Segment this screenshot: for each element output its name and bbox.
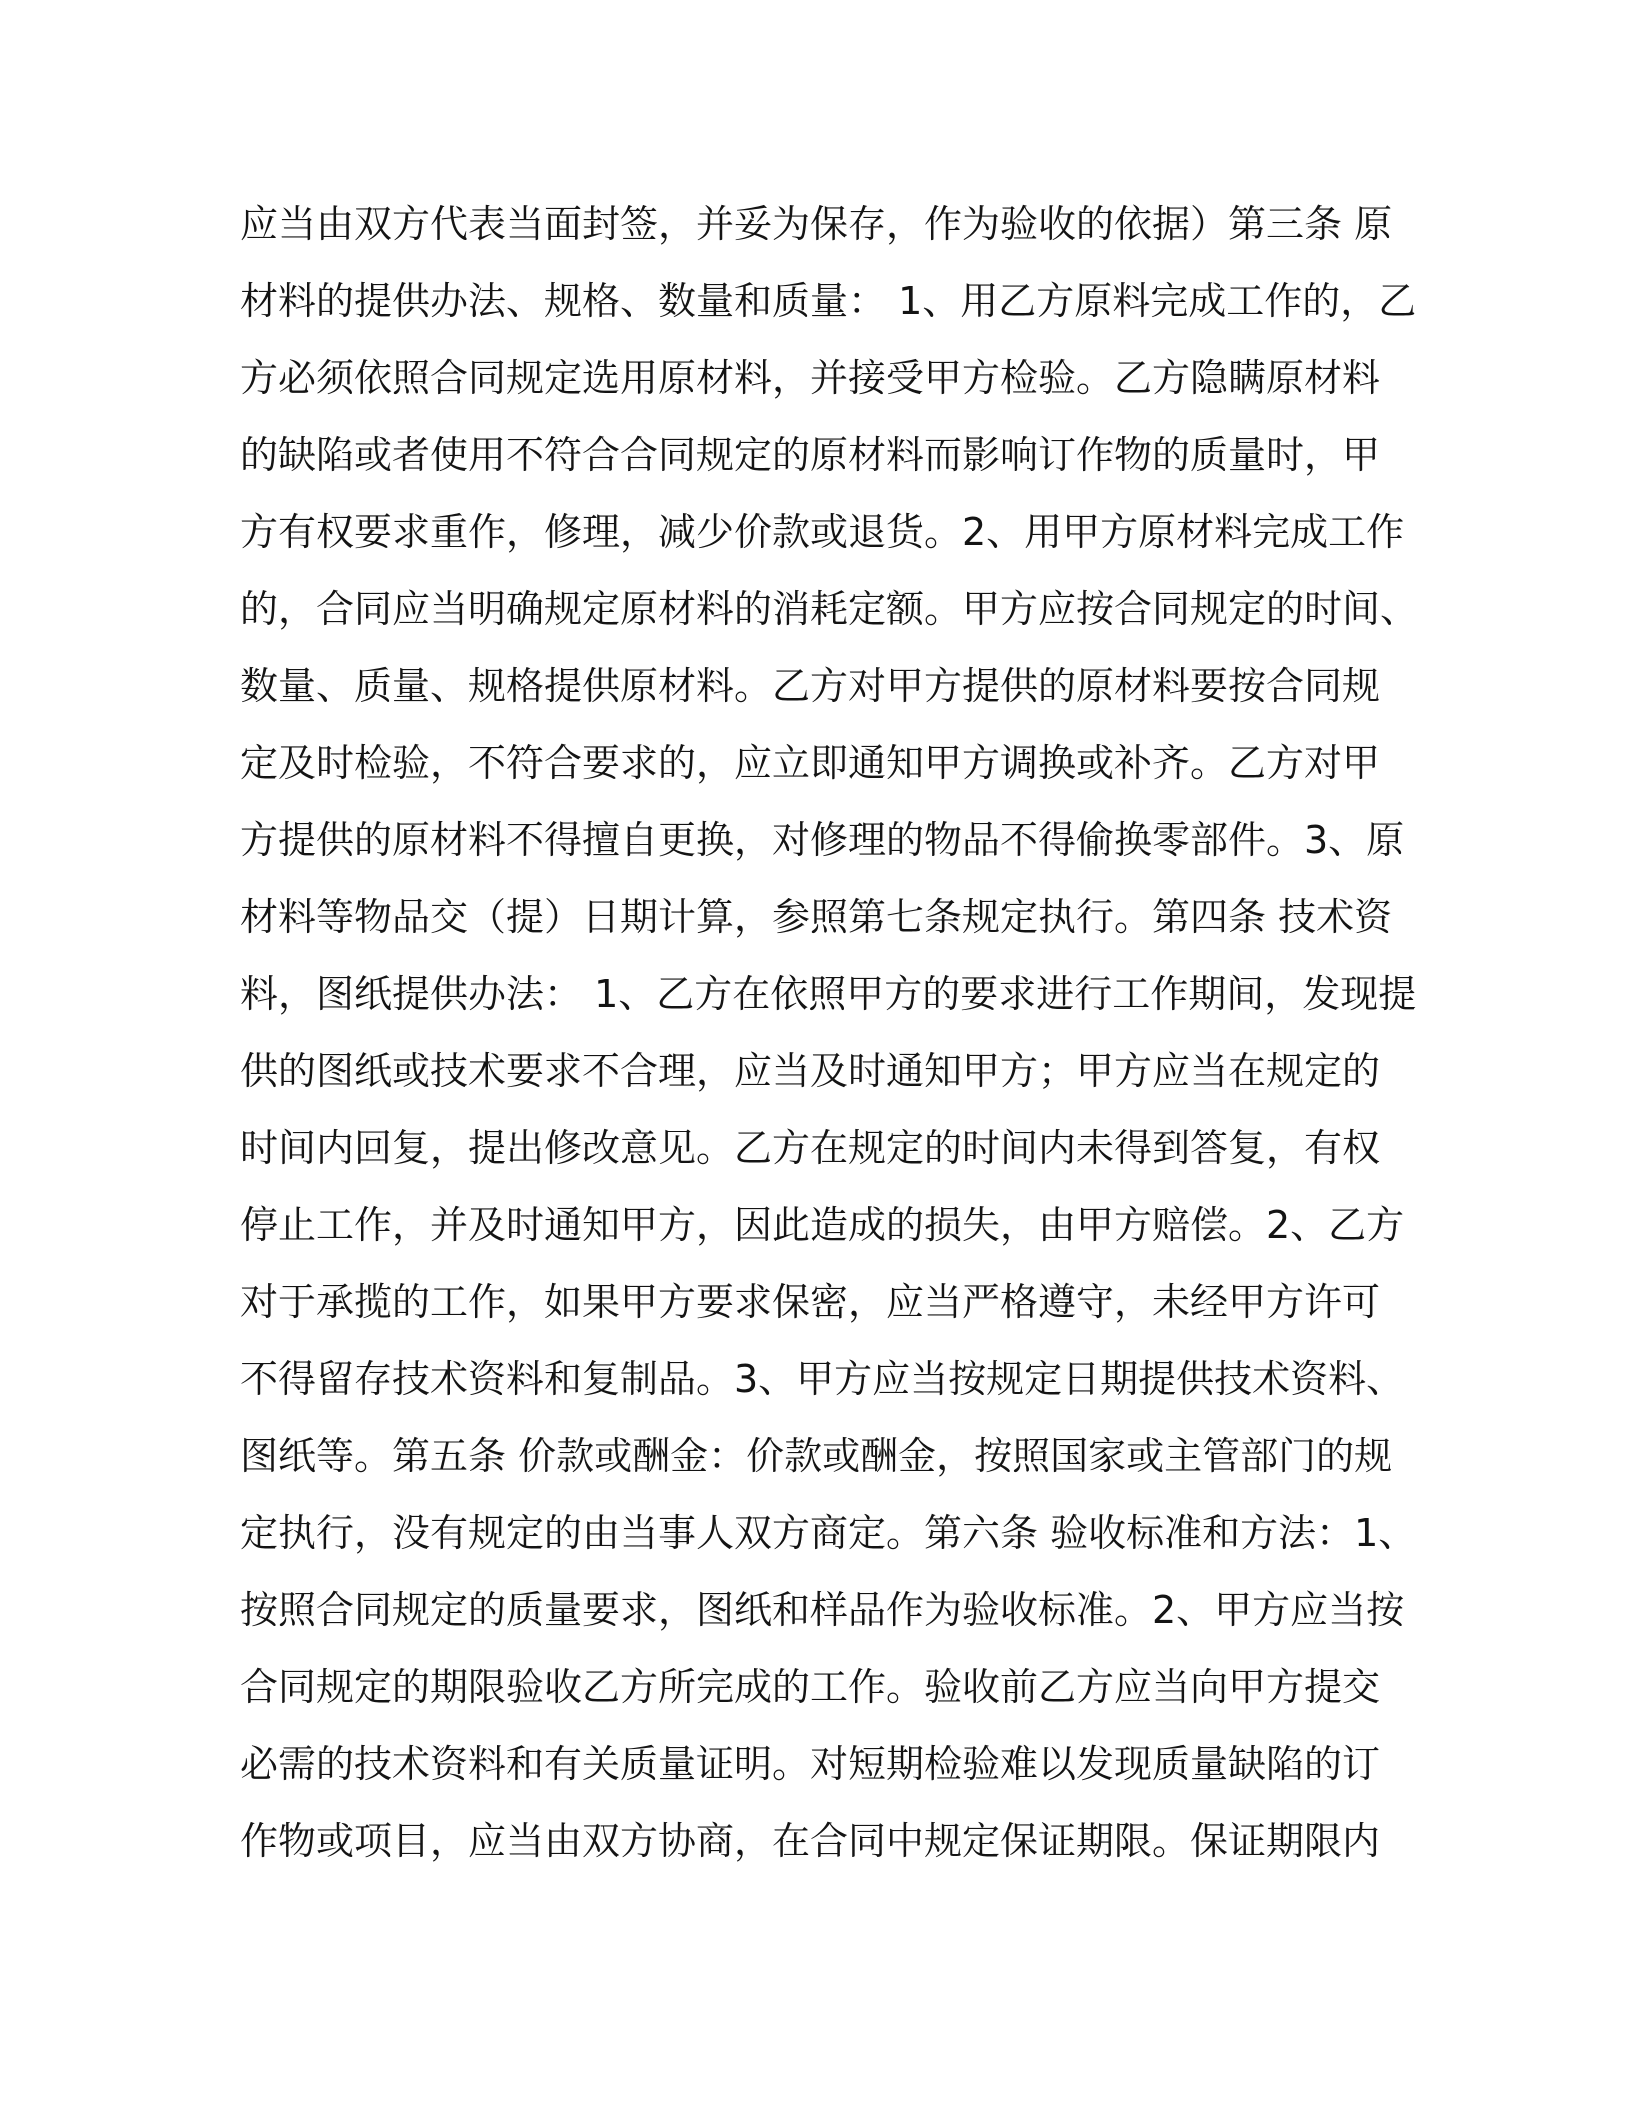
text-line: 方有权要求重作，修理，减少价款或退货。2、用甲方原材料完成工作 xyxy=(240,510,1405,554)
text-line: 数量、质量、规格提供原材料。乙方对甲方提供的原材料要按合同规 xyxy=(240,664,1381,708)
text-line: 停止工作，并及时通知甲方，因此造成的损失，由甲方赔偿。2、乙方 xyxy=(240,1203,1405,1247)
text-line: 材料的提供办法、规格、数量和质量： 1、用乙方原料完成工作的，乙 xyxy=(240,279,1417,323)
text-line: 供的图纸或技术要求不合理，应当及时通知甲方；甲方应当在规定的 xyxy=(240,1049,1381,1093)
text-line: 料，图纸提供办法： 1、乙方在依照甲方的要求进行工作期间，发现提 xyxy=(240,972,1417,1016)
text-line: 方提供的原材料不得擅自更换，对修理的物品不得偷换零部件。3、原 xyxy=(240,818,1405,862)
text-line: 的缺陷或者使用不符合合同规定的原材料而影响订作物的质量时，甲 xyxy=(240,433,1381,477)
text-line: 合同规定的期限验收乙方所完成的工作。验收前乙方应当向甲方提交 xyxy=(240,1665,1381,1709)
text-line: 对于承揽的工作，如果甲方要求保密，应当严格遵守，未经甲方许可 xyxy=(240,1280,1381,1324)
text-line: 必需的技术资料和有关质量证明。对短期检验难以发现质量缺陷的订 xyxy=(240,1742,1381,1786)
text-line: 的，合同应当明确规定原材料的消耗定额。甲方应按合同规定的时间、 xyxy=(240,587,1419,631)
text-line: 作物或项目，应当由双方协商，在合同中规定保证期限。保证期限内 xyxy=(240,1819,1381,1863)
text-line: 定执行，没有规定的由当事人双方商定。第六条 验收标准和方法：1、 xyxy=(240,1511,1417,1555)
text-line: 材料等物品交（提）日期计算，参照第七条规定执行。第四条 技术资 xyxy=(240,895,1393,939)
text-line: 定及时检验，不符合要求的，应立即通知甲方调换或补齐。乙方对甲 xyxy=(240,741,1381,785)
text-line: 时间内回复，提出修改意见。乙方在规定的时间内未得到答复，有权 xyxy=(240,1126,1381,1170)
text-line: 按照合同规定的质量要求，图纸和样品作为验收标准。2、甲方应当按 xyxy=(240,1588,1405,1632)
contract-body-text xyxy=(240,186,1420,1880)
text-line: 应当由双方代表当面封签，并妥为保存，作为验收的依据）第三条 原 xyxy=(240,202,1393,246)
text-line: 图纸等。第五条 价款或酬金：价款或酬金，按照国家或主管部门的规 xyxy=(240,1434,1393,1478)
text-line: 方必须依照合同规定选用原材料，并接受甲方检验。乙方隐瞒原材料 xyxy=(240,356,1381,400)
text-line: 不得留存技术资料和复制品。3、甲方应当按规定日期提供技术资料、 xyxy=(240,1357,1405,1401)
